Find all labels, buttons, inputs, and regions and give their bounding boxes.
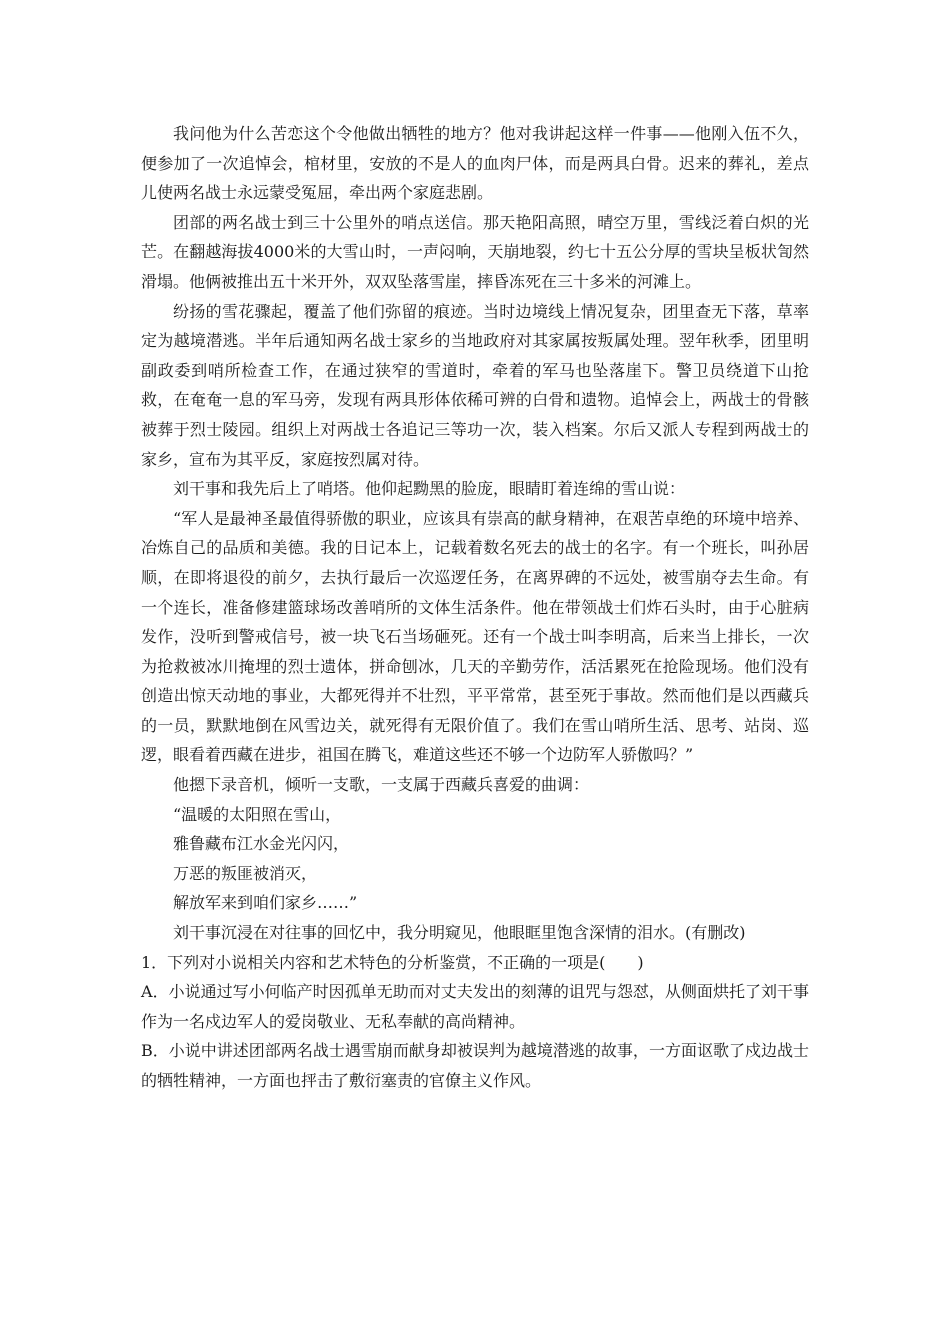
closing-paragraph: 刘干事沉浸在对往事的回忆中，我分明窥见，他眼眶里饱含深情的泪水。(有删改) — [173, 923, 746, 943]
poem-line-4: 解放军来到咱们家乡……” — [173, 893, 358, 913]
document-body — [141, 119, 809, 1096]
option-b: B．小说中讲述团部两名战士遇雪崩而献身却被误判为越境潜逃的故事，一方面讴歌了戍边战士的牺牲精神，一方面也抨击了敷衍塞责的官僚主义作风。 — [141, 1041, 809, 1090]
paragraph-3: 纷扬的雪花骤起，覆盖了他们弥留的痕迹。当时边境线上情况复杂，团里查无下落，草率定为越境潜逃。半年后通知两名战士家乡的当地政府对其家属按叛属处理。翌年秋季，团里明副政委到哨所检查工作，在通过狭窄的雪道时，牵着的军马也坠落崖下。警卫员绕道下山抢救，在奄奄一息的军马旁，发现有两具形体依稀可辨的白骨和遗物。追悼会上，两战士的骨骸被葬于烈士陵园。组织上对两战士各追记三等功一次，装入档案。尔后又派人专程到两战士的家乡，宣布为其平反，家庭按烈属对待。 — [141, 301, 809, 469]
option-a: A．小说通过写小何临产时因孤单无助而对丈夫发出的刻薄的诅咒与怨怼，从侧面烘托了刘干事作为一名戍边军人的爱岗敬业、无私奉献的高尚精神。 — [141, 982, 809, 1031]
question-stem: 1．下列对小说相关内容和艺术特色的分析鉴赏，不正确的一项是( ) — [141, 952, 644, 972]
paragraph-6: 他摁下录音机，倾听一支歌，一支属于西藏兵喜爱的曲调： — [173, 775, 590, 795]
paragraph-2: 团部的两名战士到三十公里外的哨点送信。那天艳阳高照，晴空万里，雪线泛着白炽的光芒。在翻越海拔4000米的大雪山时，一声闷响，天崩地裂，约七十五公分厚的雪块呈板状訇然滑塌。他俩被推出五十米开外，双双坠落雪崖，摔昏冻死在三十多米的河滩上。 — [141, 212, 809, 291]
paragraph-4: 刘干事和我先后上了哨塔。他仰起黝黑的脸庞，眼睛盯着连绵的雪山说： — [173, 479, 686, 499]
paragraph-1: 我问他为什么苦恋这个令他做出牺牲的地方？他对我讲起这样一件事——他刚入伍不久，便参加了一次追悼会，棺材里，安放的不是人的血肉尸体，而是两具白骨。迟来的葬礼，差点儿使两名战士永远蒙受冤屈，牵出两个家庭悲剧。 — [141, 124, 809, 203]
poem-line-1: “温暖的太阳照在雪山， — [173, 804, 342, 824]
poem-line-2: 雅鲁藏布江水金光闪闪， — [173, 834, 350, 854]
poem-line-3: 万恶的叛匪被消灭， — [173, 863, 318, 883]
paragraph-5-quote: “军人是最神圣最值得骄傲的职业，应该具有崇高的献身精神，在艰苦卓绝的环境中培养、冶炼自己的品质和美德。我的日记本上，记载着数名死去的战士的名字。有一个班长，叫孙居顺，在即将退役的前夕，去执行最后一次巡逻任务，在离界碑的不远处，被雪崩夺去生命。有一个连长，准备修建篮球场改善哨所的文体生活条件。他在带领战士们炸石头时，由于心脏病发作，没听到警戒信号，被一块飞石当场砸死。还有一个战士叫李明高，后来当上排长，一次为抢救被冰川掩埋的烈士遗体，拼命刨冰，几天的辛勤劳作，活活累死在抢险现场。他们没有创造出惊天动地的事业，大都死得并不壮烈，平平常常，甚至死于事故。然而他们是以西藏兵的一员，默默地倒在风雪边关，就死得有无限价值了。我们在雪山哨所生活、思考、站岗、巡逻，眼看着西藏在进步，祖国在腾飞，难道这些还不够一个边防军人骄傲吗？” — [141, 508, 809, 765]
